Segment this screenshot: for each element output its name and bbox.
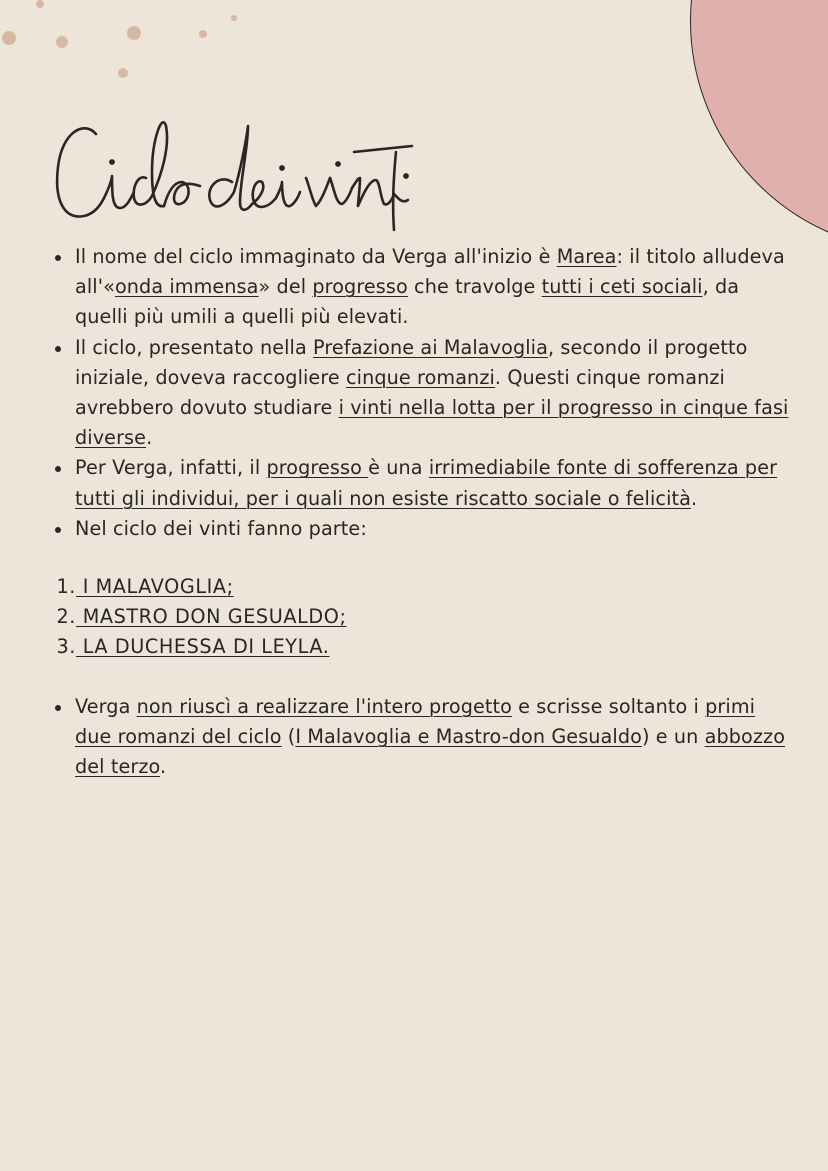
text-span: . (160, 755, 167, 779)
underlined-text: irrimediabile fonte di sofferenza per tutti gli individui, per i quali non esiste riscatto sociale o felicità (75, 456, 778, 510)
text-span: ( (281, 725, 296, 749)
text-span: . (146, 426, 153, 450)
bullet-item (50, 333, 792, 454)
bullet-item (50, 242, 792, 333)
text-span: , secondo il progetto iniziale, doveva raccogliere (75, 335, 748, 389)
bullet-item (50, 514, 792, 544)
text-span: è una (368, 456, 429, 480)
content (50, 242, 792, 783)
text-span: » del (258, 275, 313, 299)
novel-number: 2. (56, 605, 76, 629)
novel-number: 1. (56, 575, 76, 599)
bullet-item (50, 453, 792, 513)
text-span: e scrisse soltanto i (511, 695, 706, 719)
page-title (54, 112, 414, 232)
underlined-text: I Malavoglia e Mastro-don Gesualdo (295, 725, 642, 749)
decorative-dots (0, 0, 260, 90)
text-span: che travolge (407, 275, 542, 299)
underlined-text: progresso (312, 275, 408, 299)
bullet-list-top (50, 242, 792, 544)
decorative-pink-circle (690, 0, 828, 252)
underlined-text: progresso (266, 456, 369, 480)
novel-title: I MALAVOGLIA; (76, 575, 234, 599)
underlined-text: Prefazione ai Malavoglia (313, 335, 548, 359)
text-span: Il nome del ciclo immaginato da Verga all'inizio è (75, 245, 557, 268)
novel-item (50, 572, 792, 602)
title-script-drawing (54, 112, 414, 232)
underlined-text: i vinti nella lotta per il progresso in cinque fasi diverse (75, 396, 789, 450)
underlined-text: abbozzo del terzo (75, 725, 786, 779)
text-span: Per Verga, infatti, il (75, 456, 267, 480)
text-span: ) e un (641, 725, 705, 749)
text-span: Nel ciclo dei vinti fanno parte: (75, 516, 367, 540)
underlined-text: primi due romanzi del ciclo (75, 695, 756, 749)
novel-list (50, 572, 792, 662)
text-span: : il titolo alludeva all'« (75, 245, 785, 299)
novel-number: 3. (56, 635, 76, 659)
text-span: , da quelli più umili a quelli più elevati. (75, 275, 740, 329)
underlined-text: non riuscì a realizzare l'intero progetto (136, 695, 512, 719)
bullet-item (50, 692, 792, 783)
novel-title: MASTRO DON GESUALDO; (76, 605, 347, 629)
underlined-text: onda immensa (114, 275, 259, 299)
underlined-text: cinque romanzi (346, 365, 495, 389)
bullet-list-bottom (50, 692, 792, 783)
text-span: . Questi cinque romanzi avrebbero dovuto studiare (75, 365, 725, 420)
text-span: . (690, 486, 698, 510)
novel-item (50, 602, 792, 632)
underlined-text: Marea (556, 245, 617, 268)
text-span: Verga (75, 695, 137, 719)
novel-title: LA DUCHESSA DI LEYLA. (76, 635, 330, 659)
underlined-text: tutti i ceti sociali (541, 275, 703, 299)
novel-item (50, 632, 792, 662)
text-span: Il ciclo, presentato nella (75, 335, 314, 359)
